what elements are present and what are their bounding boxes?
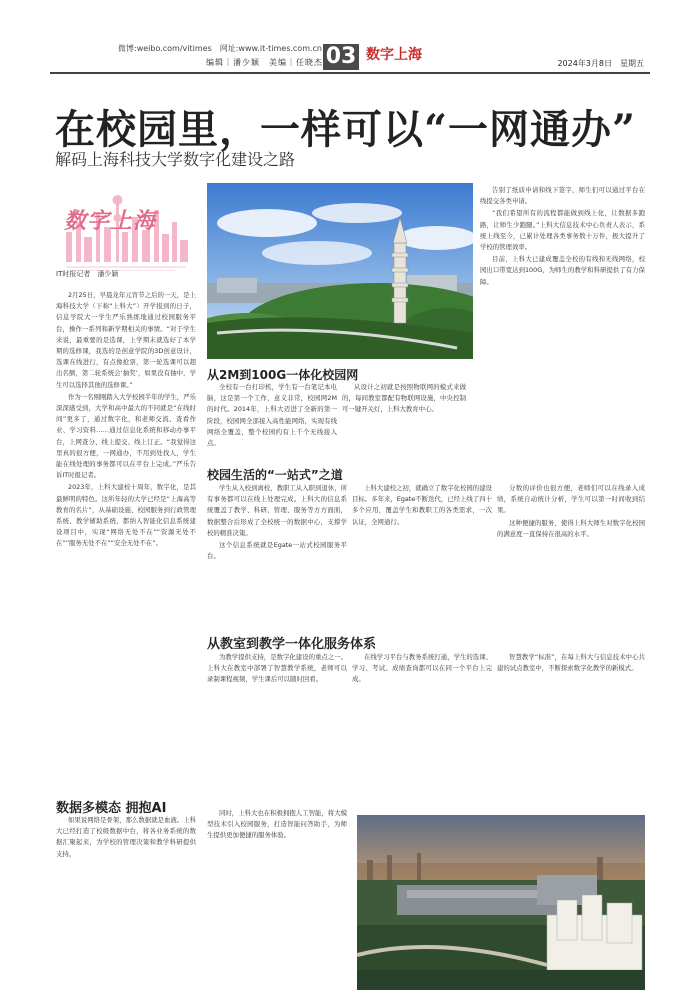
right-column — [480, 185, 645, 490]
section4-paragraph: 同时，上科大也在积极拥抱人工智能，将大模型技术引入校园服务，打造智能问答助手，为师生提供更加便捷的服务体验。 — [207, 809, 347, 840]
section3-col-b — [352, 652, 492, 802]
headline: 在校园里，一样可以“一网通办” — [55, 106, 637, 153]
section1-title: 从2M到100G一体化校园网 — [207, 368, 359, 382]
section1-col-a — [207, 382, 337, 472]
section2-col-a — [207, 483, 347, 623]
section3-col-c — [497, 652, 645, 802]
section3-title: 从教室到教学一体化服务体系 — [207, 637, 377, 652]
section4-paragraph: 如果说网络是骨架，那么数据就是血液。上科大已经打造了校级数据中台，将各业务系统的数据汇聚起来，为学校的管理决策和教学科研提供支持。 — [56, 816, 196, 858]
page-number: 03 — [323, 44, 359, 70]
web-line: 微博:weibo.com/vitimes 网址:www.it-times.com.cn — [118, 44, 322, 53]
right-paragraph: 告别了纸质申请和线下签字，师生们可以通过平台在线提交各类申请。 — [480, 186, 645, 206]
editor-line: 编辑｜潘少颖 美编｜任晓杰 — [206, 58, 323, 67]
section3-paragraph: 为教学提供支持，是数字化建设的重点之一。上科大在教室中部署了智慧教学系统，老师可以录制课程视频，学生课后可以随时回看。 — [207, 653, 347, 684]
section2-paragraph: 学生从入校到离校，教职工从入职到退休，所有事务都可以在线上处理完成。上科大的信息系统覆盖了教学、科研、管理、服务等方方面面，数据整合后形成了全校统一的数据中心，支撑学校的精准决策。 — [207, 484, 347, 537]
section3-paragraph: 智慧教学“标准”，在每上科大与信息技术中心共建的试点教室中，不断探索数字化教学的新模式。 — [497, 653, 645, 673]
section2-title: 校园生活的“一站式”之道 — [207, 468, 343, 482]
campus-aerial-photo — [357, 815, 645, 990]
section1-col-b — [342, 382, 466, 472]
intro-paragraph: 2023年，上科大建校十周年，数字化，是其最鲜明的特色。这所年轻的大学已经是“上海高等教育的名片”，从基础设施、校园服务到行政管理系统、教学辅助系统、都纳入智能化信息系统建设项目中，实现“网络无处不在”“资源无处不在”“服务无处不在”“安全无处不在”。 — [56, 483, 196, 548]
right-paragraph: 目前，上科大已建成覆盖全校的有线和无线网络，校园出口带宽达到100G，为师生的教学和科研提供了有力保障。 — [480, 255, 645, 286]
intro-paragraph: 作为一名刚刚踏入大学校园半年的学生，严乐深深感受到，大学和高中最大的不同就是“在线时间”更多了，通过数字化，和老师交流、查看作业、学习资料……通过信息化系统和移动办事平台，上网查分、线上提交、线上订正。“我觉得这里真的很方便，一网通办，不用到处找人，学生能在线处理的事务都可以在平台上完成。”严乐告诉IT时报记者。 — [56, 392, 196, 480]
section4-col-a — [56, 815, 196, 990]
section2-paragraph: 上科大建校之初，就确立了数字化校园的建设目标。多年来，Egate不断迭代，已经上线了四十多个应用，覆盖学生和教职工的各类需求，一次认证，全网通行。 — [352, 484, 492, 526]
section4-title: 数据多模态 拥抱AI — [56, 801, 167, 816]
section2-col-b — [352, 483, 492, 623]
subheadline: 解码上海科技大学数字化建设之路 — [55, 150, 296, 169]
intro-column — [56, 290, 196, 690]
section2-paragraph: 分数的评价也很方便，老师们可以在线录入成绩，系统自动统计分析，学生可以第一时间收到结果。 — [497, 484, 645, 515]
section1-paragraph: 全校有一台打印机，学生有一台笔记本电脑，这是第一个工作，意义非常，校园网2M的时代。2014年，上科大迈进了全新的第一阶段，校园网全部接入高性能网络，实现有线网络全覆盖，整个校园约有上千个无线接入点。 — [207, 383, 337, 448]
logo-text: 数字上海 — [64, 209, 157, 234]
byline: IT时报记者 潘少颖 — [56, 270, 119, 278]
section2-col-c — [497, 483, 645, 623]
masthead-rule — [50, 72, 650, 74]
section4-col-b — [207, 808, 347, 990]
masthead — [0, 0, 700, 72]
section2-paragraph: 这种便捷的服务，使得上科大师生对数字化校园的满意度一直保持在很高的水平。 — [497, 518, 645, 538]
section1-paragraph: 从设计之初就是按照物联网的模式来做的，每间教室都配有物联网设施，中央控制可一键开关灯，上科大教育中心。 — [342, 383, 466, 414]
section2-paragraph: 这个信息系统就是Egate一站式校园服务平台。 — [207, 541, 347, 561]
section3-paragraph: 在线学习平台与教务系统打通，学生的选课、学习、考试、成绩查询都可以在同一个平台上完成。 — [352, 653, 492, 684]
issue-date: 2024年3月8日 星期五 — [557, 59, 644, 68]
section-title: 数字上海 — [366, 47, 422, 63]
intro-paragraph: 2月25日，早晨龙年元宵节之后的一天，是上海科技大学（下称“上科大”）开学报到的日子，信息学院大一学生严乐熟练地通过校园服务平台，操作一系列和新学期相关的事情。“对于学生来说，最重要的是选课，上学期末就选好了本学期的选修课，我选的是创意学院的3D创意设计，选课在线进行，有点像抢票，第一轮选课可以超出名额，第二轮系统会‘抽奖’，如果没有抽中，学生可以选择其他的选修课。” — [56, 291, 196, 389]
campus-tower-photo — [207, 183, 473, 359]
right-paragraph: “我们希望所有的流程都能做到线上化，让数据多跑路，让师生少跑腿。”上科大信息技术中心负责人表示，系统上线至今，已累计处理各类事务数十万件，极大提升了学校的管理效率。 — [480, 209, 645, 252]
section3-col-a — [207, 652, 347, 802]
